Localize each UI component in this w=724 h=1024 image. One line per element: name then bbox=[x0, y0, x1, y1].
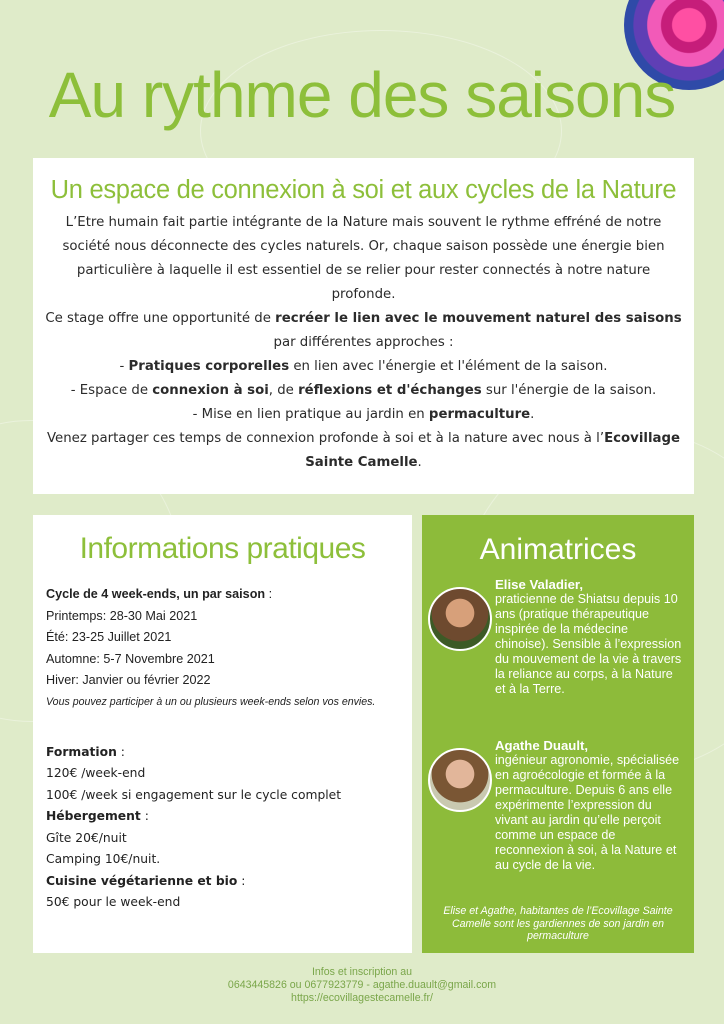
intro-subtitle: Un espace de connexion à soi et aux cycles de la Nature bbox=[50, 176, 677, 204]
hebergement-heading: Hébergement : bbox=[46, 809, 149, 823]
animatrices-panel bbox=[422, 515, 694, 953]
page-title: Au rythme des saisons bbox=[48, 59, 676, 131]
info-title: Informations pratiques bbox=[79, 532, 366, 565]
person-bio: praticienne de Shiatsu depuis 10 ans (pratique thérapeutique inspirée de la médecine chinoise). Sensible à l’expression du mouvement de la vie à travers la reliance au corps, à la Nature et à la Terre. bbox=[495, 592, 682, 696]
intro-paragraph: L’Etre humain fait partie intégrante de la Nature mais souvent le rythme effréné de notre société nous déconnecte des cycles naturels. Or, chaque saison possède une énergie bien particulière à laquelle il est essentiel de se relier pour rester connectés à notre nature profonde. bbox=[62, 215, 665, 302]
price-line: Gîte 20€/nuit bbox=[46, 830, 127, 845]
avatar bbox=[428, 587, 492, 651]
person-bio: ingénieur agronomie, spécialisée en agroécologie et formée à la permaculture. Depuis 6 ans elle expérimente l’expression du vivant au jardin qu’elle perçoit comme un espace de reconnexion à soi, à la Nature et au cycle de la vie. bbox=[495, 753, 680, 872]
intro-list-item: - Pratiques corporelles en lien avec l'énergie et l'élément de la saison. bbox=[119, 359, 608, 374]
person-name: Elise Valadier, bbox=[495, 577, 583, 592]
price-line: 100€ /week si engagement sur le cycle complet bbox=[46, 787, 342, 802]
date-line: Automne: 5-7 Novembre 2021 bbox=[46, 651, 215, 666]
date-line: Printemps: 28-30 Mai 2021 bbox=[46, 608, 198, 623]
intro-paragraph: Venez partager ces temps de connexion profonde à soi et à la nature avec nous à l’Ecovillage Sainte Camelle. bbox=[46, 431, 681, 470]
website-link[interactable]: https://ecovillagestecamelle.fr/ bbox=[291, 992, 433, 1004]
price-line: 120€ /week-end bbox=[46, 766, 146, 780]
person-text bbox=[495, 577, 685, 697]
info-card bbox=[33, 515, 412, 953]
price-line: 50€ pour le week-end bbox=[46, 895, 181, 909]
intro-list-item: - Espace de connexion à soi, de réflexions et d'échanges sur l'énergie de la saison. bbox=[70, 383, 657, 398]
contact-details[interactable]: 0643445826 ou 0677923779 - agathe.duault@gmail.com bbox=[227, 979, 497, 991]
person-name: Agathe Duault, bbox=[495, 738, 589, 753]
avatar bbox=[428, 748, 492, 812]
cuisine-heading: Cuisine végétarienne et bio : bbox=[46, 873, 246, 888]
intro-card bbox=[33, 158, 694, 494]
contact-heading: Infos et inscription au bbox=[311, 966, 413, 978]
intro-list-item: - Mise en lien pratique au jardin en permaculture. bbox=[192, 407, 535, 422]
price-line: Camping 10€/nuit. bbox=[46, 852, 161, 866]
cycle-heading: Cycle de 4 week-ends, un par saison : bbox=[46, 587, 273, 601]
info-prices bbox=[33, 742, 412, 914]
person-elise bbox=[428, 577, 685, 697]
person-text bbox=[495, 738, 685, 873]
animatrices-footer: Elise et Agathe, habitantes de l’Ecovillage Sainte Camelle sont les gardiennes de son jardin en permaculture bbox=[443, 905, 673, 942]
participation-note: Vous pouvez participer à un ou plusieurs week-ends selon vos envies. bbox=[46, 695, 376, 708]
person-agathe bbox=[428, 738, 685, 873]
formation-heading: Formation : bbox=[46, 744, 125, 759]
animatrices-title: Animatrices bbox=[479, 533, 637, 566]
info-dates bbox=[33, 584, 412, 708]
date-line: Été: 23-25 Juillet 2021 bbox=[46, 630, 172, 644]
date-line: Hiver: Janvier ou février 2022 bbox=[46, 673, 211, 687]
intro-paragraph: Ce stage offre une opportunité de recréer le lien avec le mouvement naturel des saisons par différentes approches : bbox=[45, 311, 682, 350]
intro-body bbox=[33, 211, 694, 475]
contact-info bbox=[0, 966, 724, 1005]
